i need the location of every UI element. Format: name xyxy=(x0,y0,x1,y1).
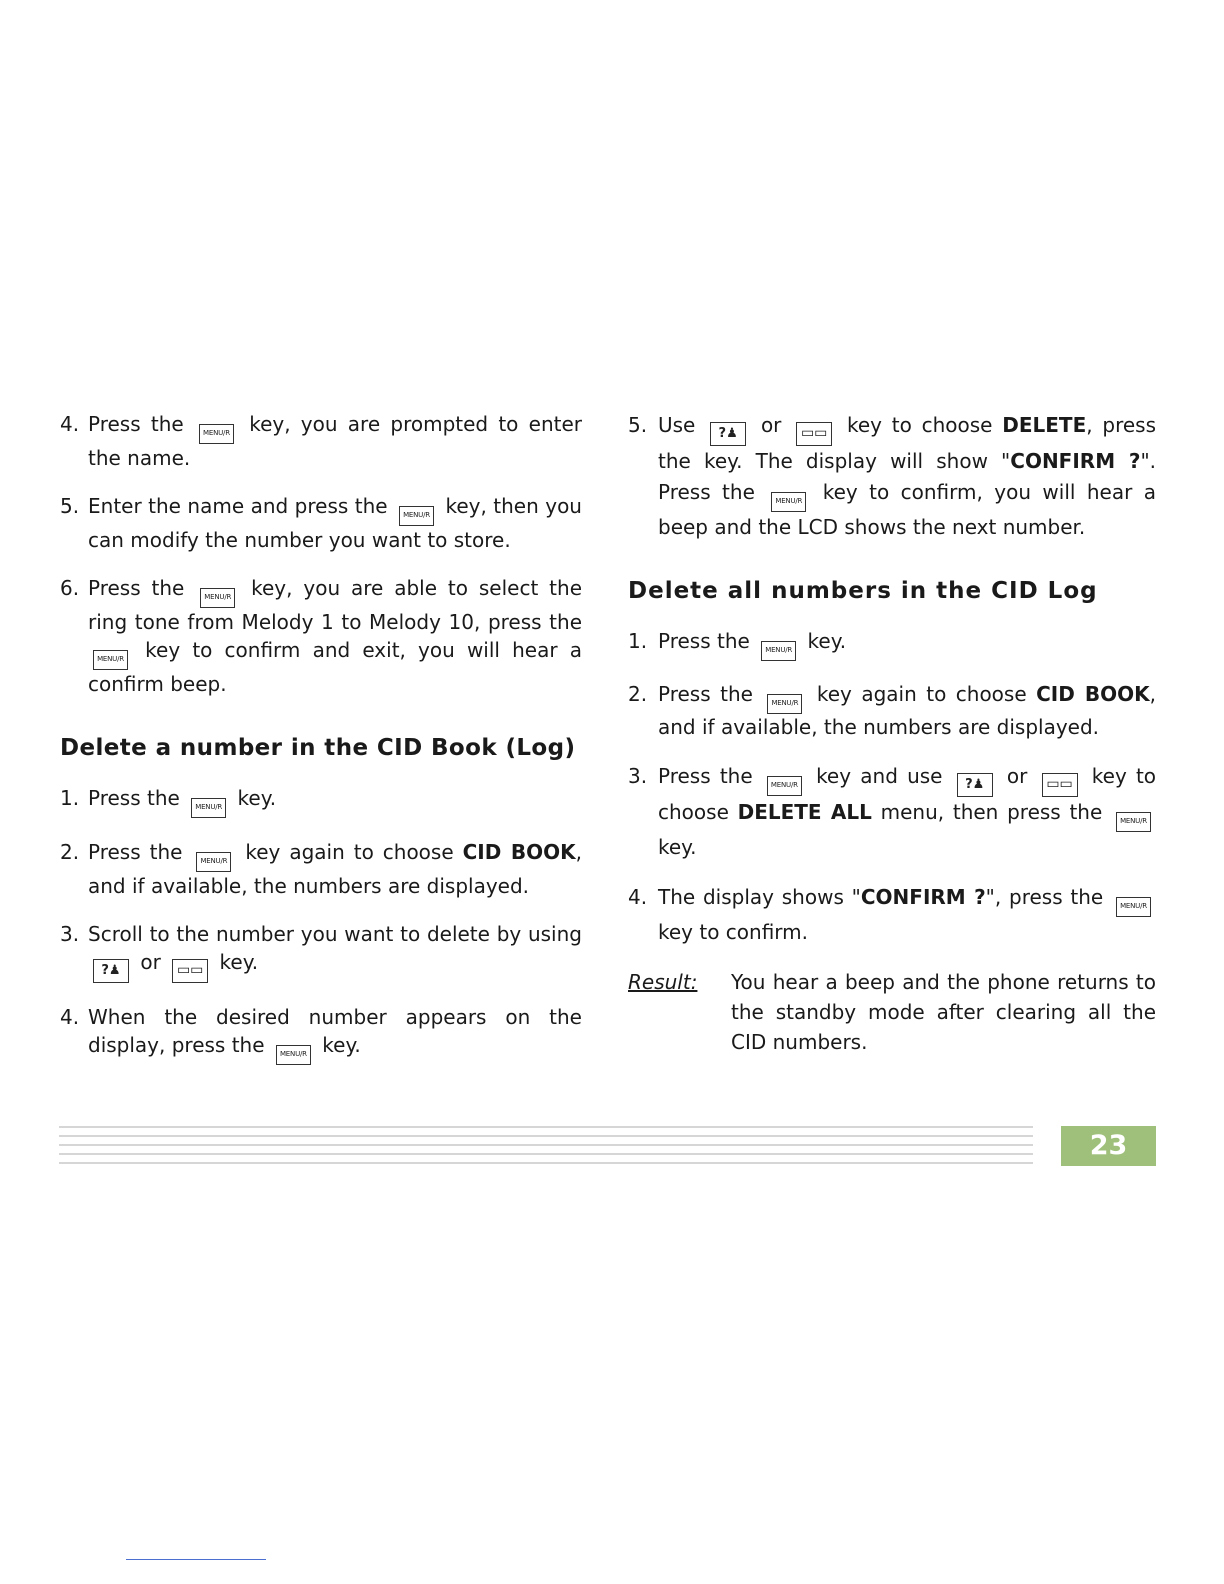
phonebook-key-icon: ?♟ xyxy=(710,422,746,446)
step-text: Scroll to the number you want to delete by using xyxy=(88,922,582,946)
step-number: 2. xyxy=(60,840,80,864)
step-bold-text: CONFIRM ? xyxy=(860,885,986,909)
step-text: key to confirm. xyxy=(658,920,809,944)
book-key-icon: ▭▭ xyxy=(172,959,208,983)
step-text: key again to choose xyxy=(816,682,1027,706)
step-text: Press the xyxy=(88,786,180,810)
footer-rule xyxy=(59,1135,1033,1137)
footer-rule xyxy=(59,1126,1033,1128)
step-text: key. xyxy=(658,835,697,859)
step-text: When the desired number appears on the display, press the xyxy=(88,1005,582,1057)
delete-step-4 xyxy=(60,1003,582,1065)
step-text: Use xyxy=(658,413,696,437)
right-column xyxy=(628,410,1156,1057)
bottom-link-line xyxy=(126,1559,266,1560)
step-5-enter-name xyxy=(60,492,582,554)
step-text: The display shows " xyxy=(658,885,861,909)
step-text: key. xyxy=(807,629,847,653)
step-bold-text: CID BOOK xyxy=(462,840,576,864)
step-text: Press the xyxy=(88,576,185,600)
step-number: 3. xyxy=(60,922,80,946)
step-4-enter-name xyxy=(60,410,582,472)
step-text: , press the key. The display will show " xyxy=(658,413,1157,473)
menu-key-icon: MENU/R xyxy=(1116,812,1151,832)
step-text: key, then you can modify the number you want to store. xyxy=(88,494,582,552)
step-text: key. xyxy=(219,950,259,974)
step-text: or xyxy=(760,413,782,437)
phonebook-key-icon: ?♟ xyxy=(93,959,129,983)
section-heading-delete-number: Delete a number in the CID Book (Log) xyxy=(60,735,576,761)
footer-rule xyxy=(59,1162,1033,1164)
footer-rules xyxy=(59,1126,1033,1171)
step-6-ring-tone xyxy=(60,574,582,698)
step-text: , and if available, the numbers are displayed. xyxy=(88,840,583,898)
step-number: 1. xyxy=(60,786,80,810)
delete-step-3 xyxy=(60,920,582,983)
page-number: 23 xyxy=(1061,1126,1156,1166)
step-bold-text: CONFIRM ? xyxy=(1010,449,1141,473)
step-text: Press the xyxy=(658,629,750,653)
menu-key-icon: MENU/R xyxy=(191,798,226,818)
menu-key-icon: MENU/R xyxy=(93,650,128,670)
menu-key-icon: MENU/R xyxy=(199,424,234,444)
delete-step-1 xyxy=(60,784,582,818)
step-text: or xyxy=(140,950,161,974)
footer-rule xyxy=(59,1153,1033,1155)
phonebook-key-icon: ?♟ xyxy=(957,773,993,797)
delete-all-step-4 xyxy=(628,882,1156,947)
book-key-icon: ▭▭ xyxy=(796,422,832,446)
result-note xyxy=(628,967,1156,1057)
step-number: 1. xyxy=(628,629,648,653)
step-text: key to choose xyxy=(658,764,1157,824)
step-text: Press the xyxy=(658,682,753,706)
menu-key-icon: MENU/R xyxy=(767,776,802,796)
step-text: ". Press the xyxy=(658,449,1156,504)
step-text: Enter the name and press the xyxy=(88,494,388,518)
step-text: key to confirm, you will hear a beep and the LCD shows the next number. xyxy=(658,480,1156,539)
step-5-choose-delete xyxy=(628,410,1156,543)
step-text: or xyxy=(1006,764,1028,788)
menu-key-icon: MENU/R xyxy=(276,1045,311,1065)
step-number: 4. xyxy=(60,412,80,436)
result-text: You hear a beep and the phone returns to the standby mode after clearing all the CID numbers. xyxy=(731,970,1156,1054)
menu-key-icon: MENU/R xyxy=(200,588,235,608)
menu-key-icon: MENU/R xyxy=(399,506,434,526)
step-text: Press the xyxy=(88,840,183,864)
footer-rule xyxy=(59,1144,1033,1146)
step-text: key again to choose xyxy=(245,840,454,864)
delete-all-step-1 xyxy=(628,627,1156,661)
step-number: 5. xyxy=(60,494,80,518)
step-number: 2. xyxy=(628,682,648,706)
delete-step-2 xyxy=(60,838,582,900)
step-bold-text: DELETE xyxy=(1002,413,1087,437)
step-text: , and if available, the numbers are displayed. xyxy=(658,682,1157,739)
menu-key-icon: MENU/R xyxy=(767,694,802,714)
step-text: key, you are prompted to enter the name. xyxy=(88,412,583,470)
delete-all-step-2 xyxy=(628,681,1156,741)
step-number: 3. xyxy=(628,764,648,788)
step-number: 5. xyxy=(628,413,648,437)
step-text: key, you are able to select the ring tone from Melody 1 to Melody 10, press the xyxy=(88,576,583,634)
menu-key-icon: MENU/R xyxy=(1116,897,1151,917)
step-text: key and use xyxy=(816,764,943,788)
step-text: key. xyxy=(237,786,277,810)
step-text: Press the xyxy=(658,764,753,788)
step-text: key to confirm and exit, you will hear a confirm beep. xyxy=(88,638,582,696)
step-bold-text: CID BOOK xyxy=(1036,682,1150,706)
step-number: 6. xyxy=(60,576,80,600)
step-text: ", press the xyxy=(985,885,1104,909)
step-number: 4. xyxy=(60,1005,80,1029)
step-text: key. xyxy=(322,1033,361,1057)
menu-key-icon: MENU/R xyxy=(771,492,806,512)
step-text: key to choose xyxy=(846,413,993,437)
step-number: 4. xyxy=(628,885,648,909)
step-text: Press the xyxy=(88,412,184,436)
menu-key-icon: MENU/R xyxy=(196,852,231,872)
step-bold-text: DELETE ALL xyxy=(737,800,872,824)
book-key-icon: ▭▭ xyxy=(1042,773,1078,797)
result-label: Result: xyxy=(628,970,698,994)
section-heading-delete-all: Delete all numbers in the CID Log xyxy=(628,578,1098,604)
delete-all-step-3 xyxy=(628,761,1156,862)
menu-key-icon: MENU/R xyxy=(761,641,796,661)
step-text: menu, then press the xyxy=(880,800,1103,824)
left-column xyxy=(60,410,582,1085)
